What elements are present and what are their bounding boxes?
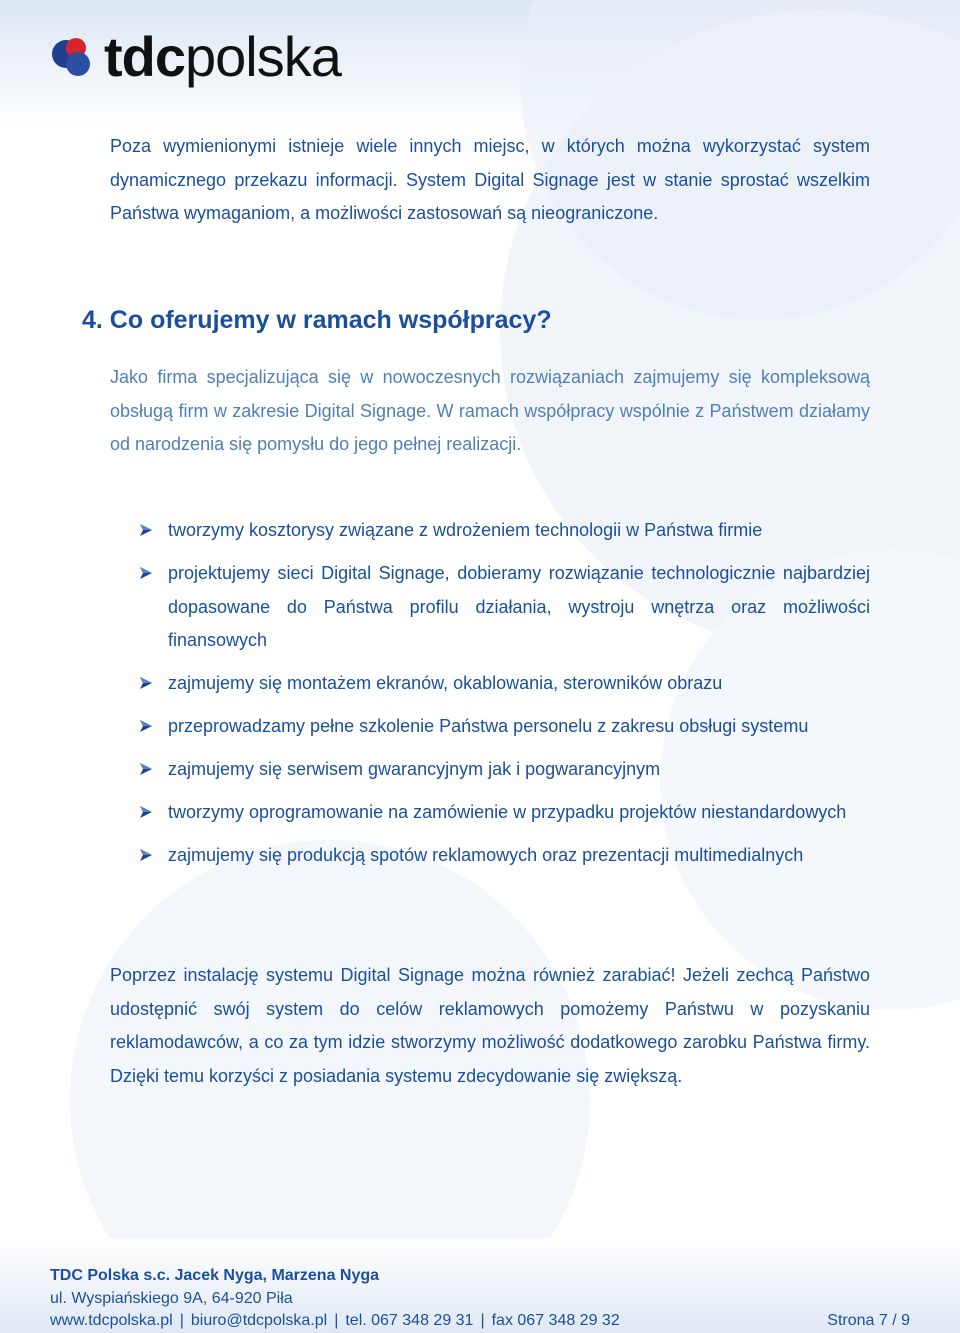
list-item <box>138 557 870 658</box>
arrow-bullet-icon <box>138 805 154 819</box>
list-item <box>138 514 870 548</box>
footer-fax: fax 067 348 29 32 <box>491 1312 620 1329</box>
footer-separator: | <box>334 1312 339 1329</box>
footer-separator: | <box>480 1312 485 1329</box>
list-item <box>138 796 870 830</box>
footer-company: TDC Polska s.c. Jacek Nyga, Marzena Nyga <box>50 1267 380 1284</box>
list-item <box>138 753 870 787</box>
footer-phone: tel. 067 348 29 31 <box>345 1312 474 1329</box>
logo-mark-icon <box>48 32 98 82</box>
arrow-bullet-icon <box>138 762 154 776</box>
list-item <box>138 710 870 744</box>
tdcpolska-logo <box>48 26 341 88</box>
arrow-bullet-icon <box>138 848 154 862</box>
list-item <box>138 667 870 701</box>
list-item-text: projektujemy sieci Digital Signage, dobieramy rozwiązanie technologicznie najbardziej dopasowane do Państwa profilu działania, wystroju wnętrza oraz możliwości finansowych <box>168 563 870 650</box>
page-footer <box>0 1238 960 1333</box>
list-item-text: przeprowadzamy pełne szkolenie Państwa personelu z zakresu obsługi systemu <box>168 716 809 736</box>
list-item-text: zajmujemy się produkcją spotów reklamowych oraz prezentacji multimedialnych <box>168 845 804 865</box>
intro-paragraph: Poza wymienionymi istnieje wiele innych miejsc, w których można wykorzystać system dynamicznego przekazu informacji. System Digital Signage jest w stanie sprostać wszelkim Państwa wymaganiom, a możliwości zastosowań są nieograniczone. <box>110 136 870 223</box>
footer-email-link[interactable]: biuro@tdcpolska.pl <box>190 1312 328 1329</box>
logo-wordmark <box>104 25 341 88</box>
footer-address: ul. Wyspiańskiego 9A, 64-920 Piła <box>50 1290 293 1307</box>
outro-paragraph: Poprzez instalację systemu Digital Signage można również zarabiać! Jeżeli zechcą Państwo udostępnić swój system do celów reklamowych pomożemy Państwu w pozyskaniu reklamodawców, a co za tym idzie stworzymy możliwość dodatkowego zarobku Państwa firmy. Dzięki temu korzyści z posiadania systemu zdecydowanie się zwiększą. <box>110 965 870 1086</box>
list-item <box>138 839 870 873</box>
arrow-bullet-icon <box>138 676 154 690</box>
footer-website-link[interactable]: www.tdcpolska.pl <box>50 1312 173 1329</box>
footer-contact-line <box>50 1312 620 1330</box>
logo-wordmark-bold: tdc <box>104 25 185 88</box>
list-item-text: tworzymy oprogramowanie na zamówienie w przypadku projektów niestandardowych <box>168 802 847 822</box>
arrow-bullet-icon <box>138 523 154 537</box>
arrow-bullet-icon <box>138 719 154 733</box>
page-number: Strona 7 / 9 <box>827 1312 910 1329</box>
section-heading: 4. Co oferujemy w ramach współpracy? <box>82 306 552 334</box>
services-list <box>138 514 870 882</box>
list-item-text: zajmujemy się montażem ekranów, okablowania, sterowników obrazu <box>168 673 723 693</box>
lead-paragraph: Jako firma specjalizująca się w nowoczesnych rozwiązaniach zajmujemy się kompleksową obsługą firm w zakresie Digital Signage. W ramach współpracy wspólnie z Państwem działamy od narodzenia się pomysłu do jego pełnej realizacji. <box>110 367 870 454</box>
list-item-text: tworzymy kosztorysy związane z wdrożeniem technologii w Państwa firmie <box>168 520 763 540</box>
list-item-text: zajmujemy się serwisem gwarancyjnym jak i pogwarancyjnym <box>168 759 661 779</box>
footer-separator: | <box>179 1312 184 1329</box>
arrow-bullet-icon <box>138 566 154 580</box>
logo-wordmark-light: polska <box>185 25 341 88</box>
